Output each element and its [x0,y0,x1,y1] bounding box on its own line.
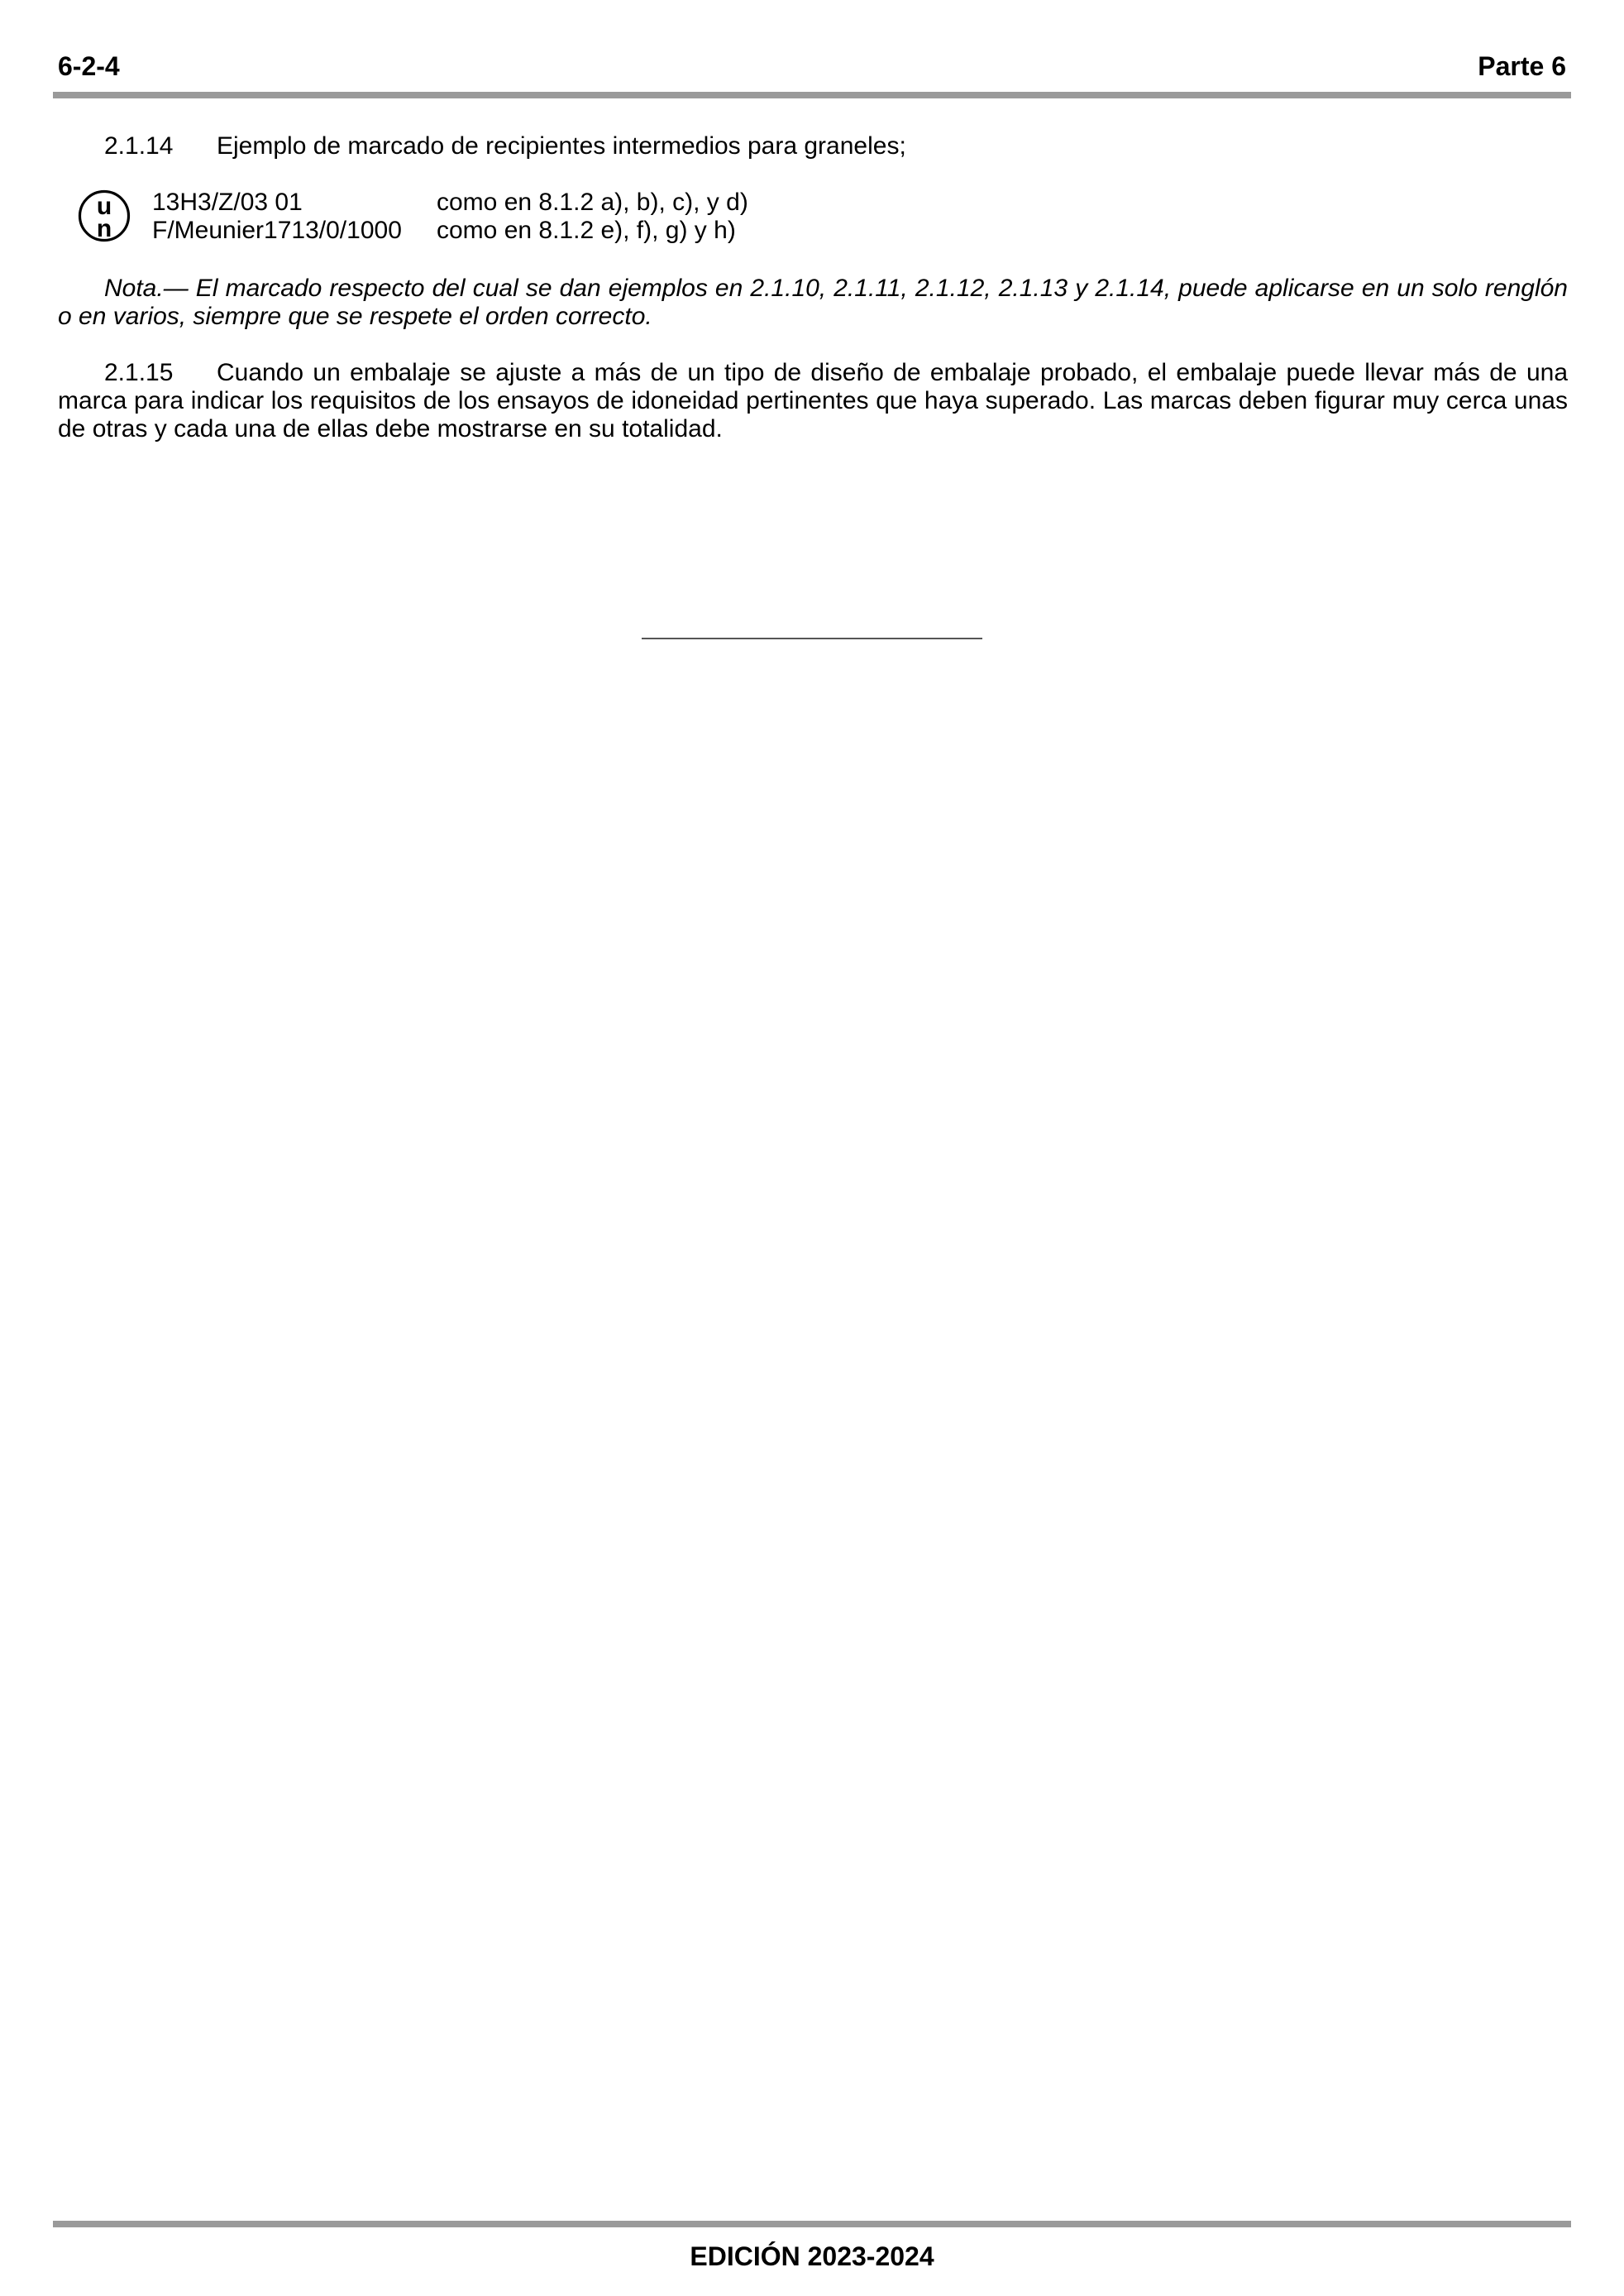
footer-divider [53,2221,1571,2227]
marking-row [152,217,736,245]
part-label: Parte 6 [1478,51,1566,81]
document-body [58,132,1568,443]
page-number: 6-2-4 [58,51,120,81]
edition-footer: EDICIÓN 2023-2024 [690,2241,934,2271]
un-letter-u: u [96,193,112,220]
note-paragraph: Nota.— El marcado respecto del cual se dan ejemplos en 2.1.10, 2.1.11, 2.1.12, 2.1.13 y 2.1.14, puede aplicarse en un solo renglón o en varios, siempre que se respete el orden correcto. [58,275,1568,330]
header-divider [53,92,1571,98]
marking-code: 13H3/Z/03 01 [152,189,303,216]
paragraph-2-1-14 [58,132,1568,160]
paragraph-text: Cuando un embalaje se ajuste a más de un tipo de diseño de embalaje probado, el embalaje puede llevar más de una marca para indicar los requisitos de los ensayos de idoneidad pertinentes que haya superado. Las marcas deben figurar muy cerca unas de otras y cada una de ellas debe mostrarse en su totalidad. [58,359,1568,442]
page-header [55,48,1569,84]
paragraph-text: Ejemplo de marcado de recipientes intermedios para graneles; [217,132,906,160]
paragraph-2-1-15 [58,359,1568,443]
marking-example [58,189,1568,246]
section-end-rule [642,638,982,639]
marking-row [152,189,748,217]
un-letter-n: n [96,215,112,242]
paragraph-number: 2.1.14 [104,132,174,160]
marking-code: F/Meunier1713/0/1000 [152,217,402,244]
paragraph-number: 2.1.15 [104,359,174,386]
marking-reference: como en 8.1.2 e), f), g) y h) [437,217,736,244]
marking-reference: como en 8.1.2 a), b), c), y d) [437,189,748,216]
un-packaging-symbol-icon [78,189,131,243]
